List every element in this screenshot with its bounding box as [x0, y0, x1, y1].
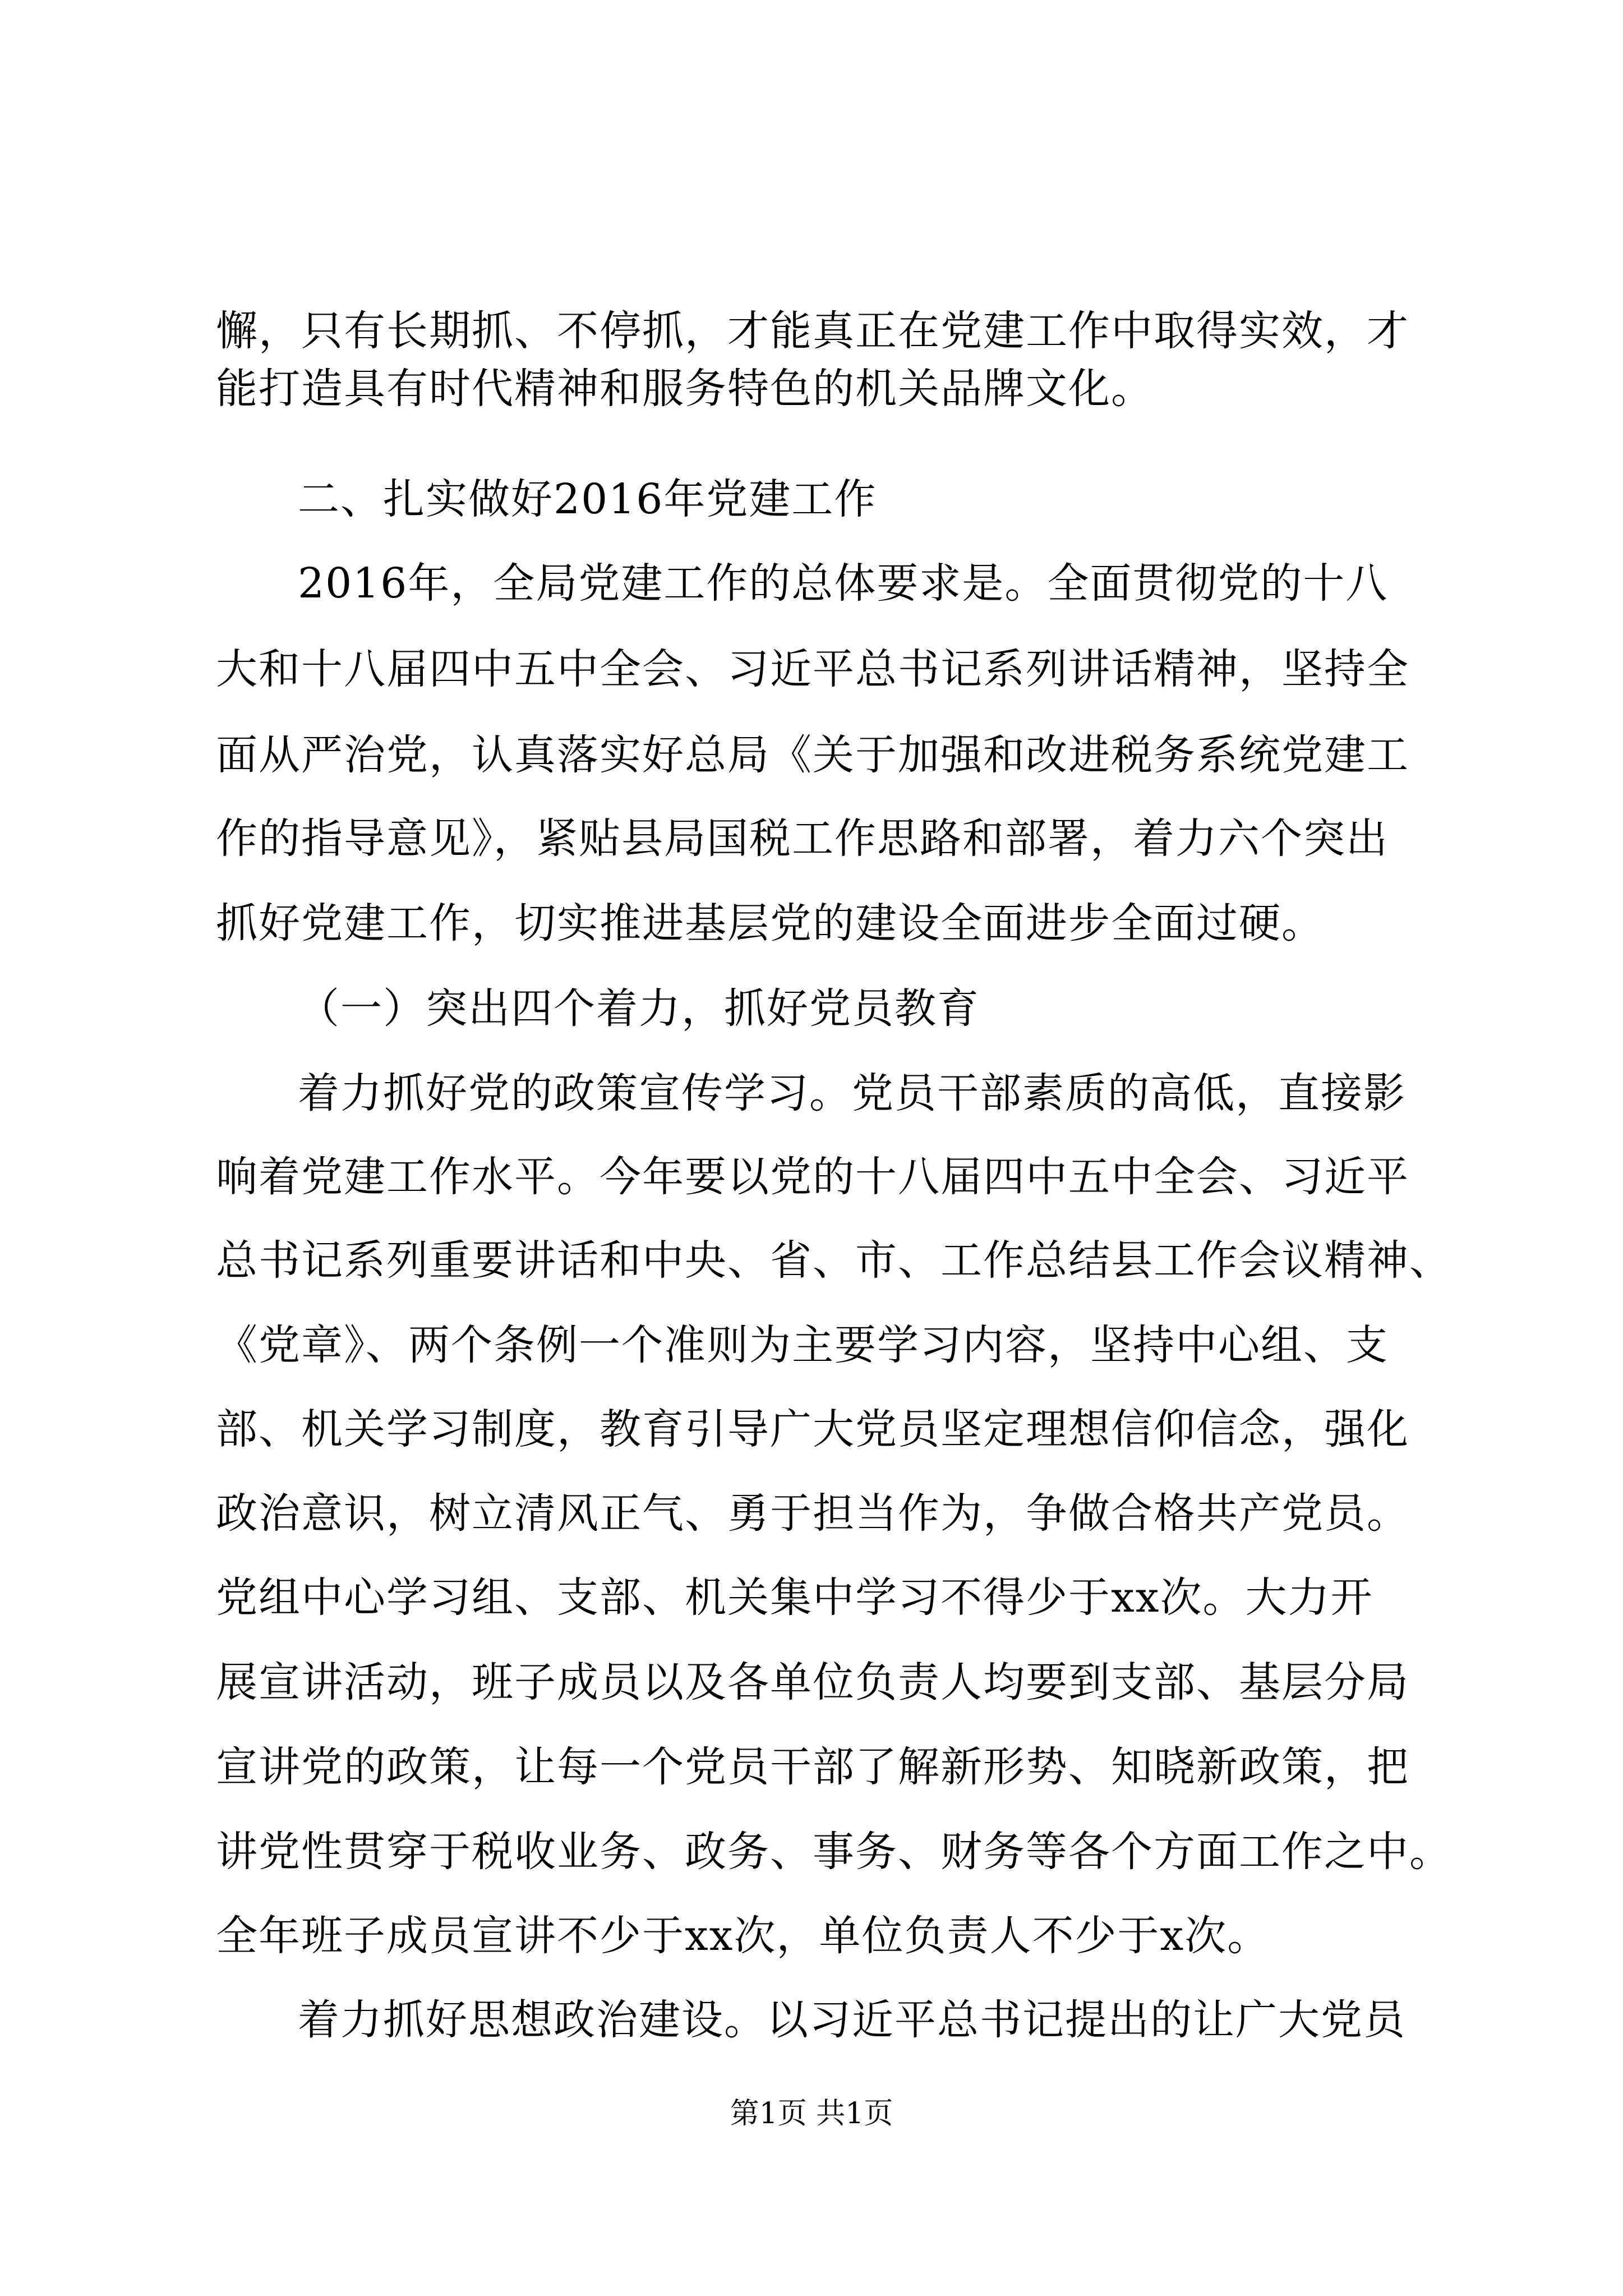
body-line: 总书记系列重要讲话和中央、省、市、工作总结县工作会议精神、 — [216, 1236, 1452, 1285]
body-line: 讲党性贯穿于税收业务、政务、事务、财务等各个方面工作之中。 — [216, 1828, 1452, 1876]
body-line: 作的指导意见》，紧贴县局国税工作思路和部署，着力六个突出 — [216, 815, 1389, 863]
body-line: 展宣讲活动，班子成员以及各单位负责人均要到支部、基层分局 — [216, 1658, 1409, 1706]
body-line: 响着党建工作水平。今年要以党的十八届四中五中全会、习近平 — [216, 1153, 1409, 1201]
section-heading: 二、扎实做好2016年党建工作 — [298, 475, 877, 523]
body-line: 抓好党建工作，切实推进基层党的建设全面进步全面过硬。 — [216, 899, 1324, 947]
body-line: 着力抓好党的政策宣传学习。党员干部素质的高低，直接影 — [298, 1069, 1406, 1117]
body-line: 能打造具有时代精神和服务特色的机关品牌文化。 — [216, 365, 1154, 413]
body-line: 《党章》、两个条例一个准则为主要学习内容，坚持中心组、支 — [216, 1321, 1389, 1369]
body-line: 面从严治党，认真落实好总局《关于加强和改进税务系统党建工 — [216, 731, 1409, 779]
page-footer: 第1页 共1页 — [730, 2097, 893, 2131]
body-line: 全年班子成员宣讲不少于xx次，单位负责人不少于x次。 — [216, 1912, 1270, 1960]
subsection-heading: （一）突出四个着力，抓好党员教育 — [298, 984, 980, 1033]
body-line: 政治意识，树立清风正气、勇于担当作为，争做合格共产党员。 — [216, 1489, 1409, 1538]
body-line: 党组中心学习组、支部、机关集中学习不得少于xx次。大力开 — [216, 1573, 1373, 1622]
body-line: 着力抓好思想政治建设。以习近平总书记提出的让广大党员 — [298, 1996, 1406, 2044]
body-line: 懈，只有长期抓、不停抓，才能真正在党建工作中取得实效，才 — [216, 307, 1409, 355]
body-line: 大和十八届四中五中全会、习近平总书记系列讲话精神，坚持全 — [216, 645, 1409, 693]
body-line: 宣讲党的政策，让每一个党员干部了解新形势、知晓新政策，把 — [216, 1743, 1409, 1791]
body-line: 2016年，全局党建工作的总体要求是。全面贯彻党的十八 — [298, 559, 1389, 608]
body-line: 部、机关学习制度，教育引导广大党员坚定理想信仰信念，强化 — [216, 1405, 1409, 1453]
